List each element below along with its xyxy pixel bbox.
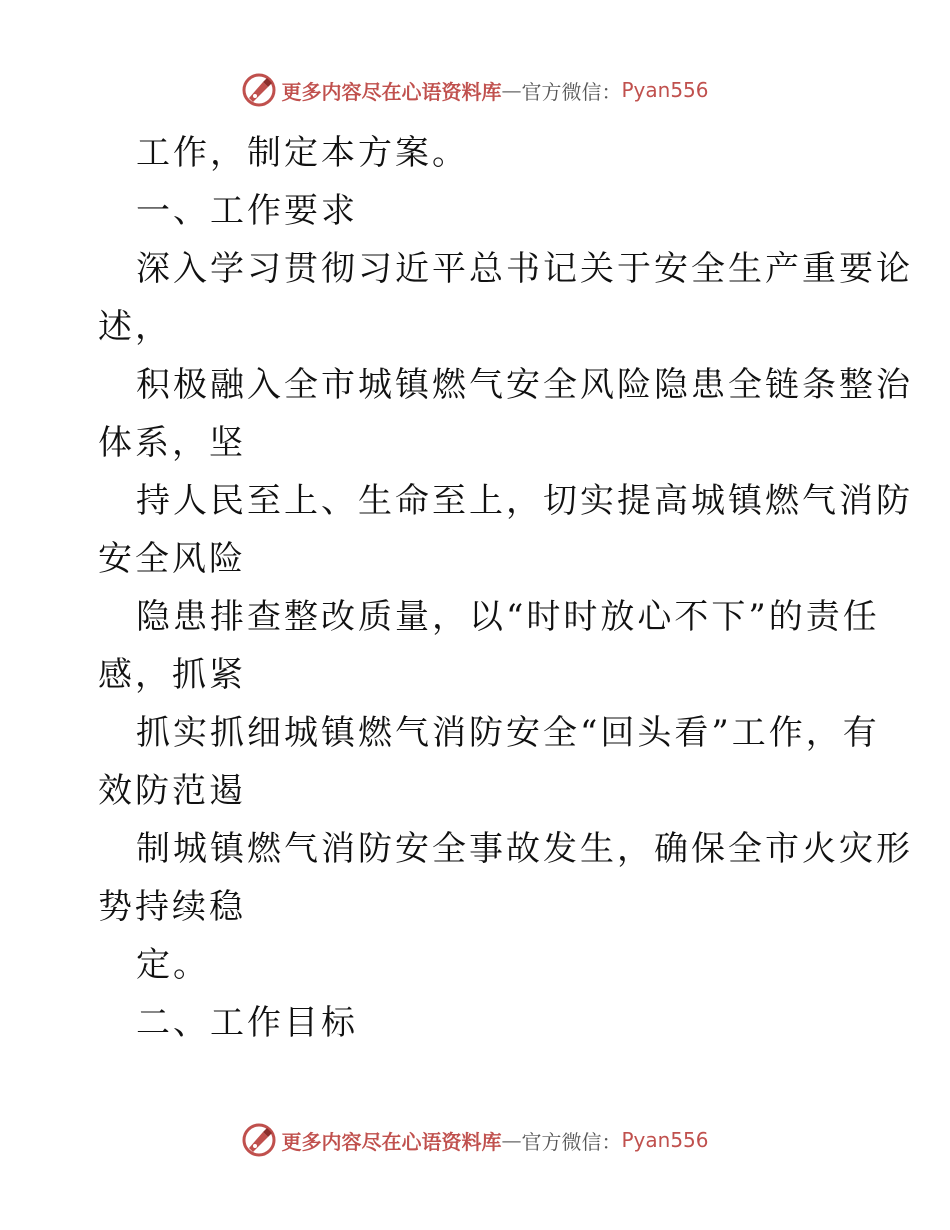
banner-wechat-label: 官方微信：	[521, 1129, 622, 1154]
body-line: 述，	[98, 307, 172, 347]
footer-banner	[0, 1118, 950, 1162]
section-heading: 一、工作要求	[136, 191, 358, 231]
banner-text: 更多内容尽在心语资料库	[281, 79, 502, 104]
banner-wechat-id: Pyan556	[621, 1128, 709, 1152]
body-line: 持人民至上、生命至上，切实提高城镇燃气消防	[136, 481, 913, 521]
banner-text: 更多内容尽在心语资料库	[281, 1129, 502, 1154]
banner-separator: —	[501, 78, 522, 102]
section-heading: 二、工作目标	[136, 1003, 358, 1043]
pen-nib-logo-icon	[241, 1122, 277, 1158]
body-line: 安全风险	[98, 539, 246, 579]
body-line: 隐患排查整改质量，以“时时放心不下”的责任	[136, 597, 880, 637]
body-line: 定。	[136, 945, 210, 985]
banner-wechat-id: Pyan556	[621, 78, 709, 102]
body-line: 制城镇燃气消防安全事故发生，确保全市火灾形	[136, 829, 913, 869]
banner-separator: —	[501, 1128, 522, 1152]
banner-wechat-label: 官方微信：	[521, 79, 622, 104]
body-line: 感，抓紧	[98, 655, 246, 695]
pen-nib-logo-icon	[241, 72, 277, 108]
body-line: 抓实抓细城镇燃气消防安全“回头看”工作，有	[136, 713, 880, 753]
header-banner	[0, 68, 950, 112]
body-line: 效防范遏	[98, 771, 246, 811]
body-line: 体系，坚	[98, 423, 246, 463]
body-line: 工作，制定本方案。	[136, 133, 469, 173]
body-line: 深入学习贯彻习近平总书记关于安全生产重要论	[136, 249, 913, 289]
body-line: 势持续稳	[98, 887, 246, 927]
document-body	[98, 124, 913, 1052]
body-line: 积极融入全市城镇燃气安全风险隐患全链条整治	[136, 365, 913, 405]
